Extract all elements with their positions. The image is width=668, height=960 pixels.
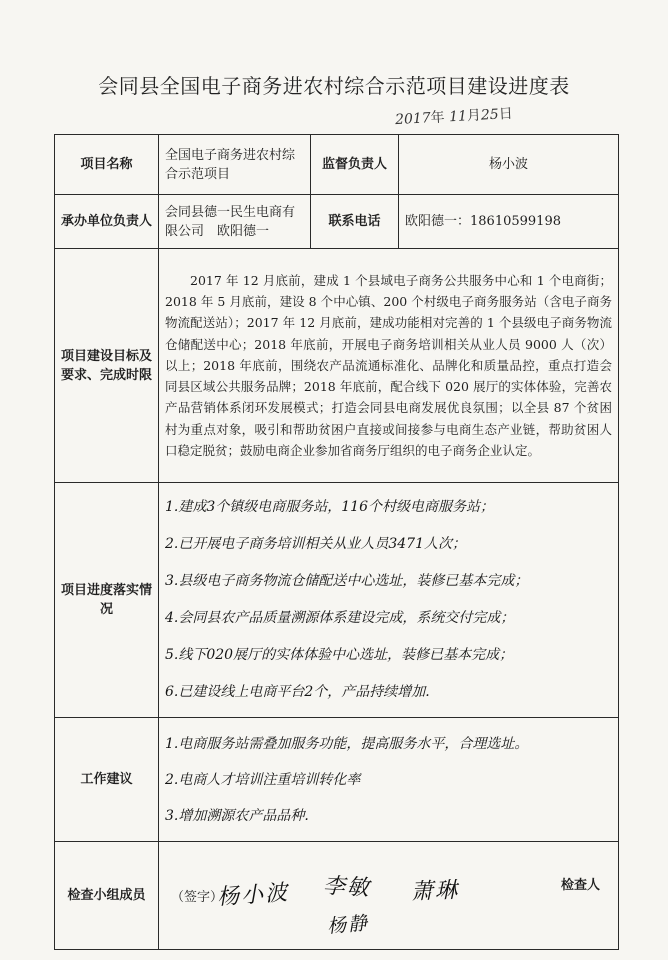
signature: 杨小波 — [216, 880, 290, 911]
suggestion-item: 2.电商人才培训注重培训转化率 — [165, 771, 361, 788]
progress-item: 5.线下020展厅的实体体验中心选址，装修已基本完成； — [165, 647, 514, 663]
date-month-suffix: 月 — [466, 107, 482, 125]
progress-item: 2.已开展电子商务培训相关从业人员3471人次； — [165, 536, 466, 552]
targets-text: 2017 年 12 月底前，建成 1 个县域电子商务公共服务中心和 1 个电商街；2018 年 5 月底前，建设 8 个中心镇、200 个村级电子商务服务站（含电子商务物流配送站）；2017 年 12 月底前，建成功能相对完善的 1 个县级电子商务物流仓储配送中心；2018 年底前，开展电子商务培训相关从业人员 9000 人（次）以上；2018 年底前，围绕农产品流通标准化、品牌化和质量品控，重点打造会同县区域公共服务品牌；2018 年底前，配合线下 020 展厅的实体体验，完善农产品营销体系闭环发展模式；打造会同县电商发展优良氛围；以全县 87 个贫困村为重点对象，吸引和帮助贫困户直接或间接参与电商生态产业链，帮助贫困人口稳定脱贫；鼓励电商企业参加省商务厅组织的电子商务企业认定。 — [159, 249, 619, 483]
row-contractor — [55, 195, 619, 249]
suggestion-item: 3.增加溯源农产品品种. — [165, 807, 309, 824]
report-date — [395, 103, 514, 129]
progress-item: 4.会同县农产品质量溯源体系建设完成，系统交付完成； — [165, 610, 515, 626]
signature: 李敏 — [322, 873, 372, 902]
project-name-value: 全国电子商务进农村综合示范项目 — [159, 135, 311, 195]
date-year-suffix: 年 — [430, 109, 446, 127]
page-title: 会同县全国电子商务进农村综合示范项目建设进度表 — [98, 74, 570, 98]
phone-value: 欧阳德一：18610599198 — [399, 195, 619, 249]
row-progress — [55, 483, 619, 718]
supervisor-value: 杨小波 — [399, 135, 619, 195]
date-day-suffix: 日 — [498, 105, 514, 123]
project-name-label: 项目名称 — [55, 135, 159, 195]
contractor-label: 承办单位负责人 — [55, 195, 159, 249]
suggestions-list — [159, 722, 618, 838]
inspector-label: 检查人 — [560, 878, 600, 893]
progress-list — [159, 485, 618, 715]
date-month: 11 — [448, 108, 468, 126]
suggestion-item: 1.电商服务站需叠加服务功能，提高服务水平，合理选址。 — [165, 735, 529, 752]
row-project-name — [55, 135, 619, 195]
progress-table — [54, 134, 619, 950]
row-inspection — [55, 842, 619, 950]
progress-item: 1.建成3个镇级电商服务站，116个村级电商服务站； — [165, 499, 494, 515]
suggestions-cell — [159, 718, 619, 842]
progress-label: 项目进度落实情况 — [55, 483, 159, 718]
supervisor-label: 监督负责人 — [311, 135, 399, 195]
contractor-value: 会同县德一民生电商有限公司 欧阳德一 — [159, 195, 311, 249]
signature: 萧琳 — [410, 878, 460, 905]
targets-label: 项目建设目标及要求、完成时限 — [55, 249, 159, 483]
row-targets — [55, 249, 619, 483]
progress-cell — [159, 483, 619, 718]
sign-prefix: （签字） — [171, 890, 224, 905]
date-day: 25 — [480, 106, 500, 124]
inspection-label: 检查小组成员 — [55, 842, 159, 950]
phone-label: 联系电话 — [311, 195, 399, 249]
suggestions-label: 工作建议 — [55, 718, 159, 842]
progress-item: 6.已建设线上电商平台2个，产品持续增加. — [165, 684, 430, 700]
signature: 杨静 — [326, 912, 371, 938]
progress-item: 3.县级电子商务物流仓储配送中心选址，装修已基本完成； — [165, 573, 529, 589]
row-suggestions — [55, 718, 619, 842]
date-year: 2017 — [394, 110, 432, 129]
signature-cell — [159, 842, 619, 950]
